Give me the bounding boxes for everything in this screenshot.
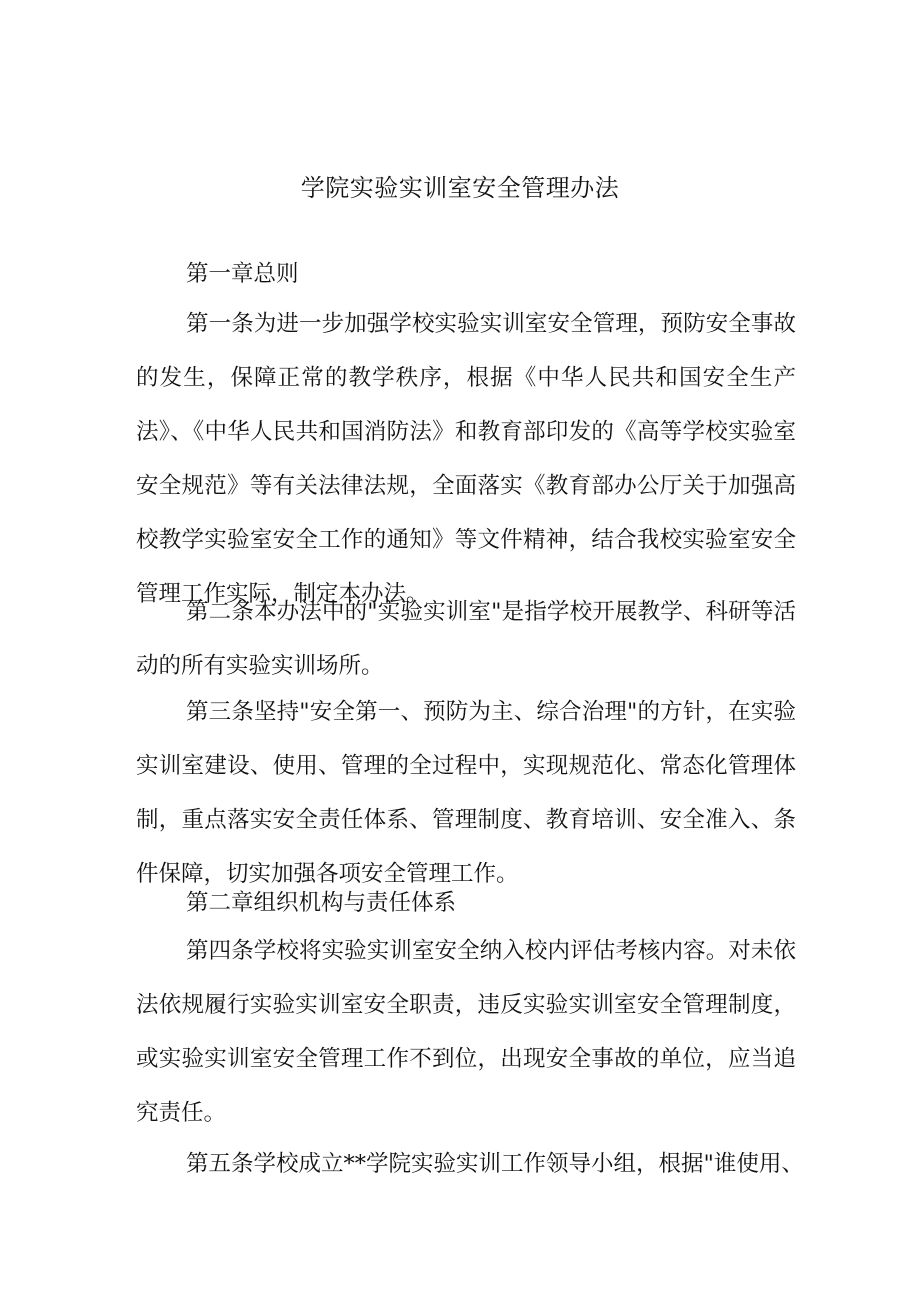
article-2: 第二条本办法中的"实验实训室"是指学校开展教学、科研等活动的所有实验实训场所。 bbox=[136, 599, 796, 679]
article-3: 第三条坚持"安全第一、预防为主、综合治理"的方针，在实验实训室建设、使用、管理的全过程中，实现规范化、常态化管理体制，重点落实安全责任体系、管理制度、教育培训、安全准入、条件保障，切实加强各项安全管理工作。 bbox=[136, 699, 796, 887]
chapter-heading-1: 第一章总则 bbox=[186, 261, 299, 287]
chapter-heading-2: 第二章组织机构与责任体系 bbox=[186, 890, 457, 916]
article-1: 第一条为进一步加强学校实验实训室安全管理，预防安全事故的发生，保障正常的教学秩序，根据《中华人民共和国安全生产法》、《中华人民共和国消防法》和教育部印发的《高等学校实验室安全规范》等有关法律法规，全面落实《教育部办公厅关于加强高校教学实验室安全工作的通知》等文件精神，结合我校实验室安全管理工作实际，制定本办法。 bbox=[136, 311, 796, 607]
article-4: 第四条学校将实验实训室安全纳入校内评估考核内容。对未依法依规履行实验实训室安全职责，违反实验实训室安全管理制度，或实验实训室安全管理工作不到位，出现安全事故的单位，应当追究责任。 bbox=[136, 938, 796, 1126]
article-5: 第五条学校成立**学院实验实训工作领导小组，根据"谁使用、 bbox=[186, 1151, 804, 1177]
document-title: 学院实验实训室安全管理办法 bbox=[300, 174, 620, 202]
